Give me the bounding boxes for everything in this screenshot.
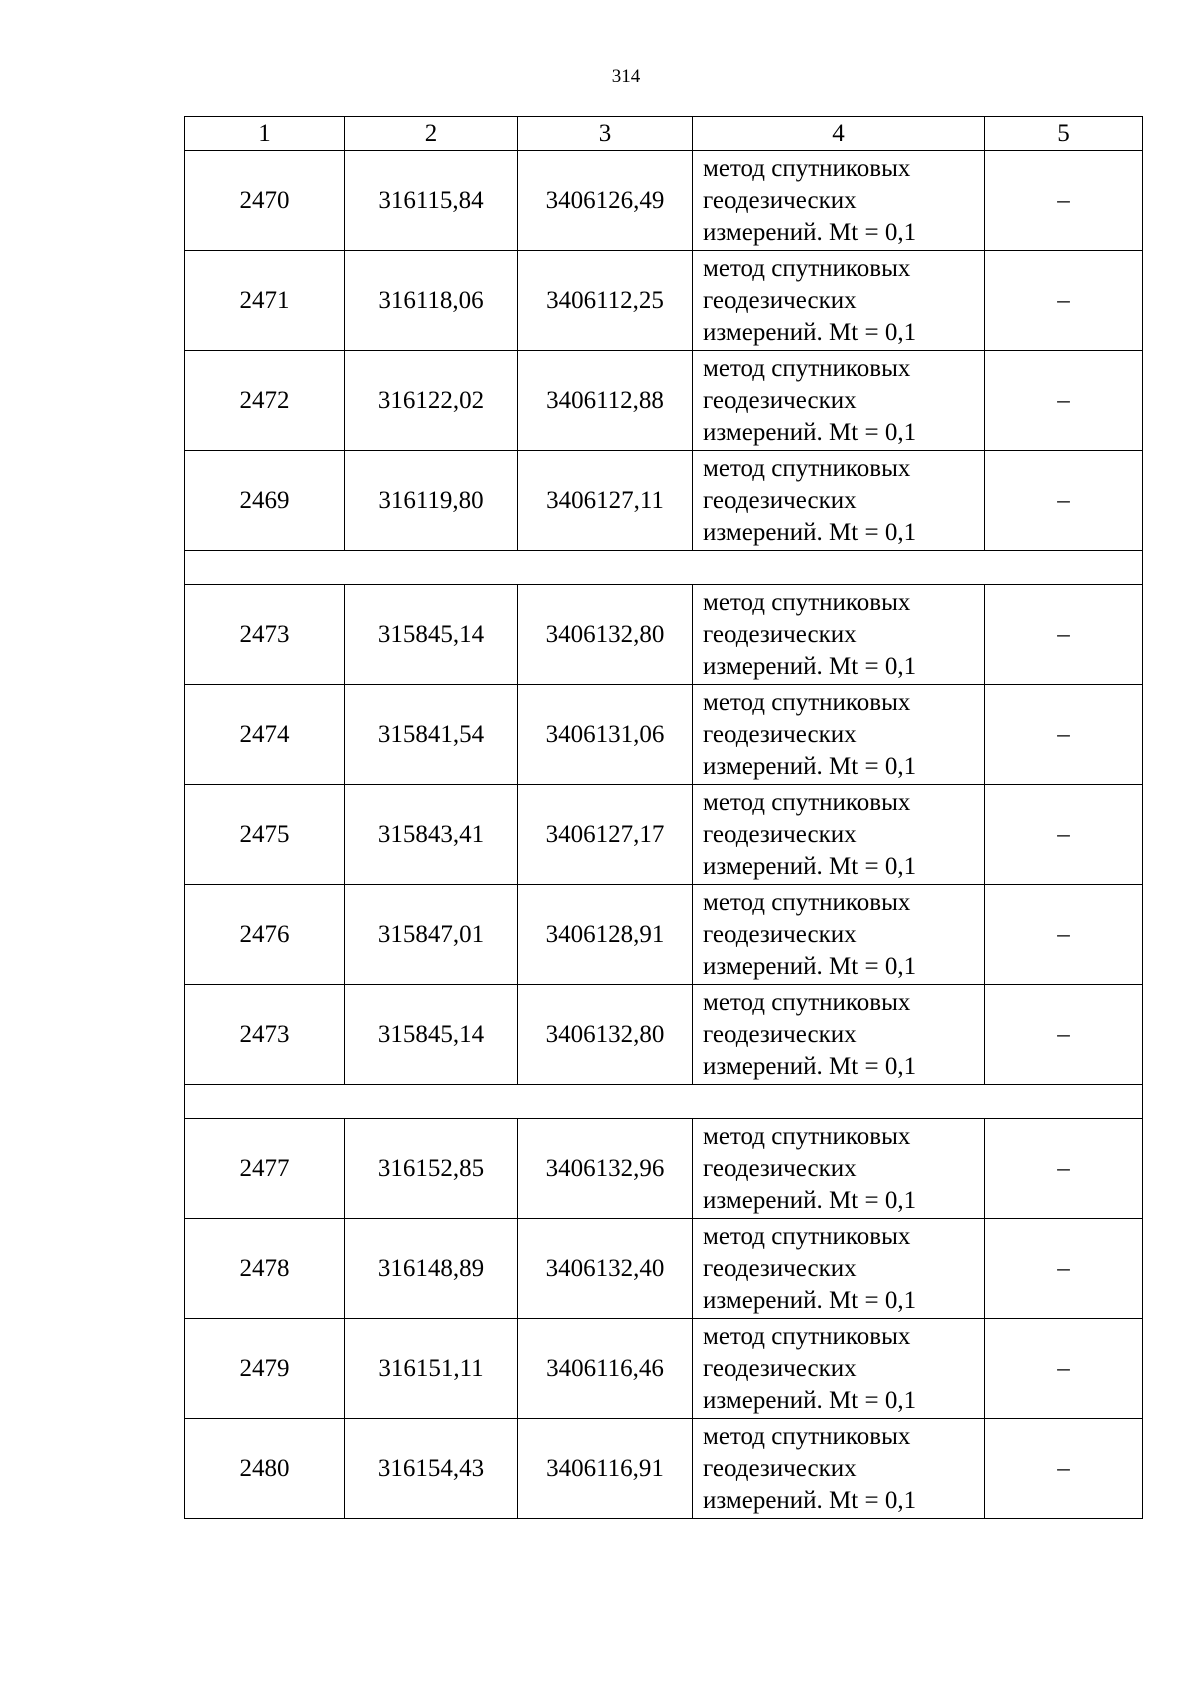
y-coordinate-cell: 3406127,11 [518, 451, 693, 551]
method-cell [693, 985, 985, 1085]
x-coordinate-cell: 316154,43 [345, 1419, 518, 1519]
method-line: метод спутниковых [703, 154, 911, 182]
method-line: геодезических [703, 820, 857, 848]
x-coordinate-cell: 316122,02 [345, 351, 518, 451]
header-col-3: 3 [518, 117, 693, 151]
x-coordinate-cell: 315845,14 [345, 585, 518, 685]
table-row [185, 785, 1143, 885]
point-number-cell: 2473 [185, 985, 345, 1085]
description-cell: – [985, 885, 1143, 985]
description-cell: – [985, 785, 1143, 885]
method-line: метод спутниковых [703, 888, 911, 916]
method-line: измерений. Mt = 0,1 [703, 1186, 917, 1214]
method-line: метод спутниковых [703, 1122, 911, 1150]
table-row [185, 1419, 1143, 1519]
point-number-cell: 2472 [185, 351, 345, 451]
table-row [185, 1119, 1143, 1219]
method-line: измерений. Mt = 0,1 [703, 1286, 917, 1314]
table-row [185, 1319, 1143, 1419]
method-line: геодезических [703, 720, 857, 748]
point-number-cell: 2473 [185, 585, 345, 685]
table-row [185, 585, 1143, 685]
method-line: метод спутниковых [703, 454, 911, 482]
method-line: геодезических [703, 920, 857, 948]
method-cell [693, 251, 985, 351]
description-cell: – [985, 985, 1143, 1085]
method-line: метод спутниковых [703, 1222, 911, 1250]
point-number-cell: 2480 [185, 1419, 345, 1519]
description-cell: – [985, 251, 1143, 351]
table-row [185, 985, 1143, 1085]
method-line: геодезических [703, 1354, 857, 1382]
description-cell: – [985, 685, 1143, 785]
method-line: геодезических [703, 620, 857, 648]
point-number-cell: 2477 [185, 1119, 345, 1219]
method-line: геодезических [703, 286, 857, 314]
description-cell: – [985, 151, 1143, 251]
header-col-4: 4 [693, 117, 985, 151]
method-cell [693, 1419, 985, 1519]
point-number-cell: 2478 [185, 1219, 345, 1319]
y-coordinate-cell: 3406112,88 [518, 351, 693, 451]
table-row [185, 151, 1143, 251]
y-coordinate-cell: 3406128,91 [518, 885, 693, 985]
method-line: геодезических [703, 1020, 857, 1048]
method-line: измерений. Mt = 0,1 [703, 1486, 917, 1514]
group-separator-cell [185, 551, 1143, 585]
y-coordinate-cell: 3406132,96 [518, 1119, 693, 1219]
x-coordinate-cell: 316151,11 [345, 1319, 518, 1419]
x-coordinate-cell: 315841,54 [345, 685, 518, 785]
header-col-1: 1 [185, 117, 345, 151]
table-row [185, 1219, 1143, 1319]
x-coordinate-cell: 316148,89 [345, 1219, 518, 1319]
method-line: метод спутниковых [703, 254, 911, 282]
method-cell [693, 1119, 985, 1219]
description-cell: – [985, 585, 1143, 685]
point-number-cell: 2476 [185, 885, 345, 985]
point-number-cell: 2470 [185, 151, 345, 251]
method-cell [693, 151, 985, 251]
y-coordinate-cell: 3406116,46 [518, 1319, 693, 1419]
method-cell [693, 785, 985, 885]
method-line: метод спутниковых [703, 688, 911, 716]
x-coordinate-cell: 315847,01 [345, 885, 518, 985]
y-coordinate-cell: 3406131,06 [518, 685, 693, 785]
method-cell [693, 1219, 985, 1319]
coordinates-table [184, 116, 1143, 1519]
method-line: измерений. Mt = 0,1 [703, 1386, 917, 1414]
method-line: измерений. Mt = 0,1 [703, 852, 917, 880]
x-coordinate-cell: 316118,06 [345, 251, 518, 351]
method-line: измерений. Mt = 0,1 [703, 1052, 917, 1080]
method-cell [693, 885, 985, 985]
method-line: измерений. Mt = 0,1 [703, 418, 917, 446]
point-number-cell: 2469 [185, 451, 345, 551]
coordinates-table-container [184, 116, 1142, 1519]
group-separator-row [185, 1085, 1143, 1119]
method-line: метод спутниковых [703, 788, 911, 816]
description-cell: – [985, 351, 1143, 451]
y-coordinate-cell: 3406126,49 [518, 151, 693, 251]
method-line: метод спутниковых [703, 1422, 911, 1450]
table-body [185, 151, 1143, 1519]
point-number-cell: 2471 [185, 251, 345, 351]
y-coordinate-cell: 3406132,40 [518, 1219, 693, 1319]
x-coordinate-cell: 315845,14 [345, 985, 518, 1085]
method-cell [693, 351, 985, 451]
method-line: измерений. Mt = 0,1 [703, 218, 917, 246]
method-line: измерений. Mt = 0,1 [703, 952, 917, 980]
method-line: измерений. Mt = 0,1 [703, 652, 917, 680]
method-cell [693, 685, 985, 785]
method-line: измерений. Mt = 0,1 [703, 318, 917, 346]
description-cell: – [985, 1419, 1143, 1519]
point-number-cell: 2474 [185, 685, 345, 785]
method-line: измерений. Mt = 0,1 [703, 752, 917, 780]
y-coordinate-cell: 3406116,91 [518, 1419, 693, 1519]
method-line: метод спутниковых [703, 588, 911, 616]
y-coordinate-cell: 3406132,80 [518, 585, 693, 685]
x-coordinate-cell: 316115,84 [345, 151, 518, 251]
x-coordinate-cell: 316119,80 [345, 451, 518, 551]
method-line: геодезических [703, 186, 857, 214]
table-row [185, 251, 1143, 351]
header-col-5: 5 [985, 117, 1143, 151]
x-coordinate-cell: 316152,85 [345, 1119, 518, 1219]
y-coordinate-cell: 3406132,80 [518, 985, 693, 1085]
group-separator-cell [185, 1085, 1143, 1119]
method-line: измерений. Mt = 0,1 [703, 518, 917, 546]
method-cell [693, 1319, 985, 1419]
header-col-2: 2 [345, 117, 518, 151]
page-number: 314 [611, 66, 641, 87]
y-coordinate-cell: 3406127,17 [518, 785, 693, 885]
point-number-cell: 2475 [185, 785, 345, 885]
method-cell [693, 451, 985, 551]
table-row [185, 685, 1143, 785]
x-coordinate-cell: 315843,41 [345, 785, 518, 885]
description-cell: – [985, 1319, 1143, 1419]
table-header-row [185, 117, 1143, 151]
method-line: метод спутниковых [703, 1322, 911, 1350]
table-row [185, 885, 1143, 985]
description-cell: – [985, 1219, 1143, 1319]
method-line: геодезических [703, 1254, 857, 1282]
method-line: геодезических [703, 1154, 857, 1182]
method-line: геодезических [703, 1454, 857, 1482]
table-row [185, 451, 1143, 551]
method-line: метод спутниковых [703, 988, 911, 1016]
table-row [185, 351, 1143, 451]
group-separator-row [185, 551, 1143, 585]
point-number-cell: 2479 [185, 1319, 345, 1419]
description-cell: – [985, 451, 1143, 551]
method-line: геодезических [703, 486, 857, 514]
y-coordinate-cell: 3406112,25 [518, 251, 693, 351]
method-line: геодезических [703, 386, 857, 414]
method-line: метод спутниковых [703, 354, 911, 382]
method-cell [693, 585, 985, 685]
description-cell: – [985, 1119, 1143, 1219]
